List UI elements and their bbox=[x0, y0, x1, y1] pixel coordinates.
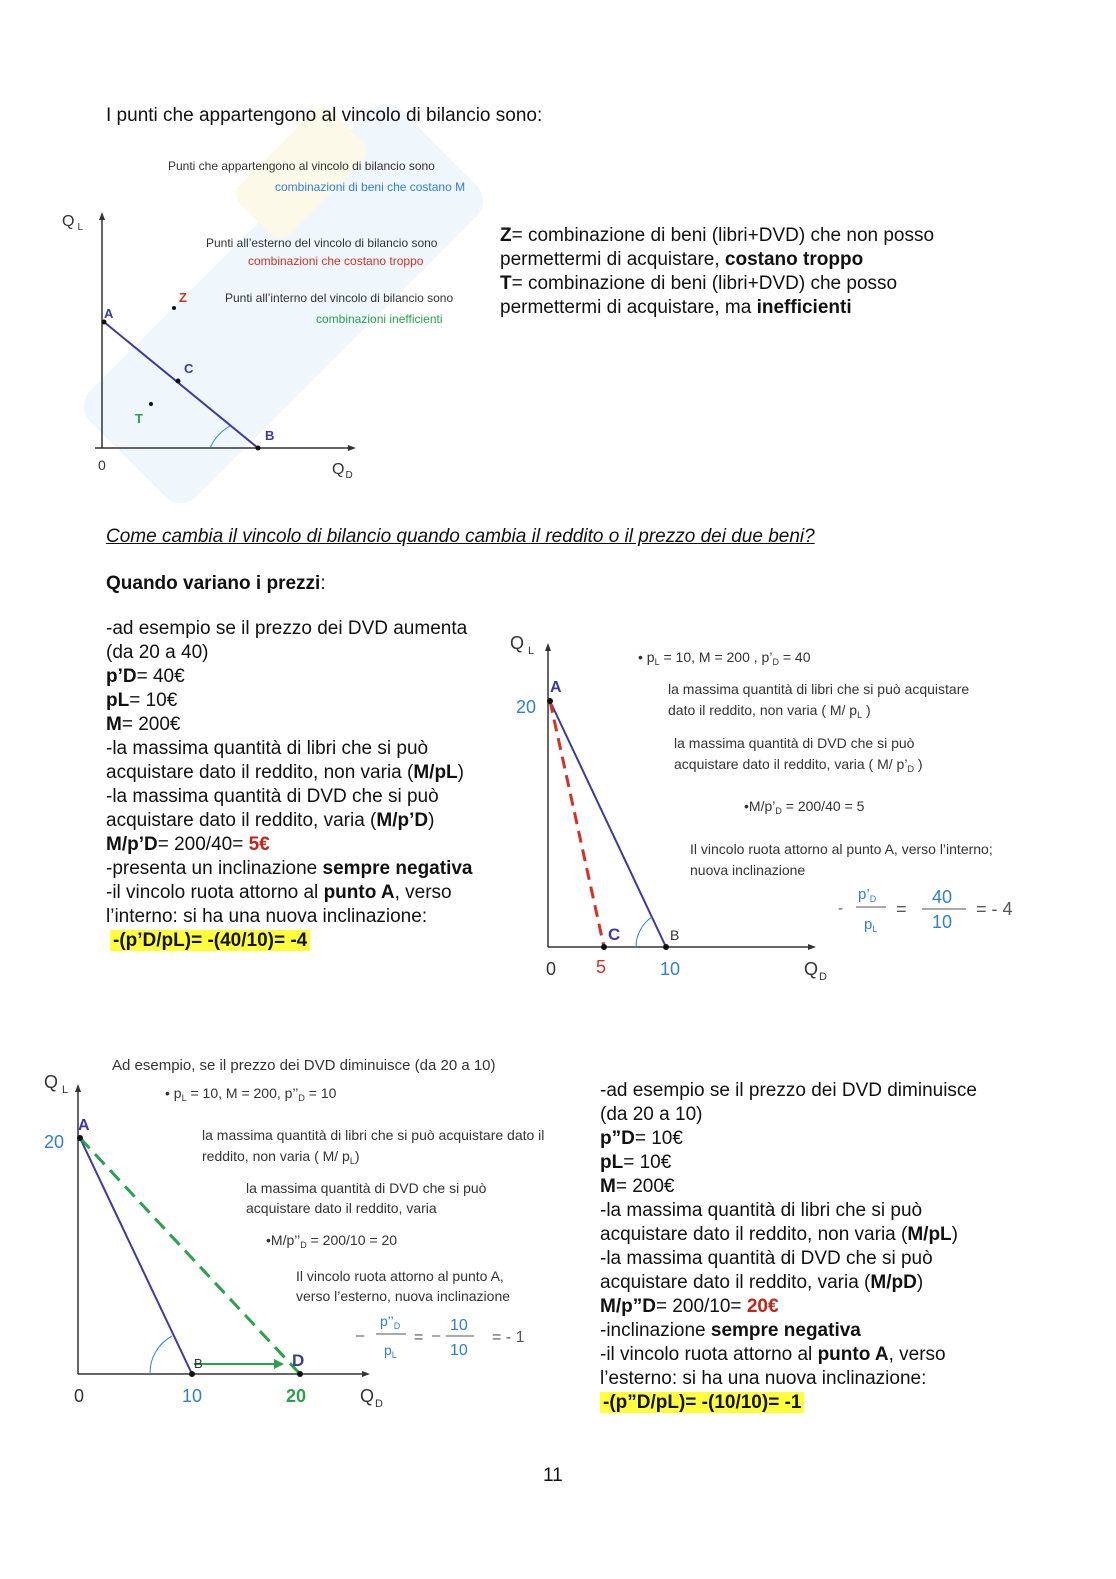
fig2-x-tick-5: 5 bbox=[596, 957, 607, 977]
increase-pd: p’D= 40€ bbox=[106, 666, 185, 687]
fig3-point-a-label: A bbox=[78, 1117, 90, 1134]
fig1-outside-desc: combinazioni che costano troppo bbox=[248, 254, 424, 268]
fig3-calc: $•M/p’’_D = 200/10 = 20$ bbox=[266, 1232, 398, 1250]
fig3-frac-eq: = bbox=[414, 1329, 424, 1346]
fig3-books-line2: reddito, non varia ( M/ $p_L$) bbox=[202, 1148, 360, 1166]
fig1-point-z-label: Z bbox=[179, 290, 187, 305]
fig3-dvd-line1: la massima quantità di DVD che si può bbox=[246, 1180, 487, 1196]
price-decrease-text bbox=[600, 1079, 1000, 1415]
fig3-title: Ad esempio, se il prezzo dei DVD diminuisce (da 20 a 10) bbox=[112, 1057, 496, 1074]
fig1-inside-label: Punti all’interno del vincolo di bilancio sono bbox=[225, 291, 454, 305]
fig1-point-c-dot bbox=[176, 379, 181, 384]
fig3-dvd-line2: acquistare dato il reddito, varia bbox=[246, 1200, 437, 1216]
fig1-point-t-dot bbox=[149, 402, 153, 406]
fig3-point-d-dot bbox=[297, 1371, 303, 1377]
fig2-rotation-line2: nuova inclinazione bbox=[690, 862, 806, 878]
fig3-frac-result: = - 1 bbox=[492, 1329, 525, 1346]
fig1-x-axis-label: $Q_D$ bbox=[332, 461, 353, 481]
fig2-books-line2: dato il reddito, non varia ( M/ $p_L$ ) bbox=[668, 702, 871, 720]
fig2-point-b-dot bbox=[663, 944, 669, 950]
fig1-budget-line bbox=[104, 322, 258, 448]
fig1-outside-label: Punti all’esterno del vincolo di bilancio sono bbox=[206, 236, 438, 250]
fig3-point-b-dot bbox=[189, 1371, 195, 1377]
fig2-x-arrow-icon bbox=[808, 944, 816, 950]
fig3-frac-num2: 10 bbox=[450, 1317, 468, 1334]
increase-calc: M/p’D= 200/40= 5€ bbox=[106, 834, 270, 855]
fig2-y-tick-20: 20 bbox=[516, 697, 537, 717]
fig3-y-axis-label: Q $_L$ bbox=[44, 1072, 69, 1096]
fig3-y-tick-20: 20 bbox=[44, 1132, 65, 1152]
fig3-books-line1: la massima quantità di libri che si può acquistare dato il bbox=[202, 1127, 545, 1143]
fig2-frac-minus: - bbox=[838, 900, 843, 917]
fig1-point-b-label: B bbox=[265, 428, 275, 443]
increase-m: M= 200€ bbox=[106, 714, 181, 735]
fig3-point-a-dot bbox=[77, 1135, 83, 1141]
fig2-rotation-line1: Il vincolo ruota attorno al punto A, verso l’interno; bbox=[690, 841, 993, 857]
fig3-x-arrow-icon bbox=[362, 1371, 370, 1377]
fig3-frac-num: $p’’_D$ bbox=[380, 1313, 401, 1331]
increase-pl: pL= 10€ bbox=[106, 690, 178, 711]
decrease-m: M= 200€ bbox=[600, 1176, 675, 1197]
increase-dvd: -la massima quantità di DVD che si può acquistare dato il reddito, varia (M/p’D) bbox=[106, 786, 439, 831]
price-decrease-figure bbox=[30, 1040, 590, 1420]
fig2-new-budget-line bbox=[550, 701, 604, 947]
fig2-frac-den: $p_L$ bbox=[864, 916, 878, 934]
decrease-slope: -inclinazione sempre negativa bbox=[600, 1320, 861, 1341]
fig2-frac-num2: 40 bbox=[932, 887, 953, 907]
fig1-origin: 0 bbox=[98, 457, 106, 473]
fig1-point-a-label: A bbox=[104, 306, 114, 321]
decrease-rotation: -il vincolo ruota attorno al punto A, verso l’esterno: si ha una nuova inclinazione: bbox=[600, 1344, 946, 1389]
fig2-y-axis-label: Q $_L$ bbox=[510, 633, 535, 657]
increase-books: -la massima quantità di libri che si può acquistare dato il reddito, non varia (M/pL) bbox=[106, 738, 464, 783]
decrease-calc: M/p”D= 200/10= 20€ bbox=[600, 1296, 779, 1317]
t-description: T= combinazione di beni (libri+DVD) che posso permettermi di acquistare, ma inefficienti bbox=[500, 273, 898, 318]
question-heading: Come cambia il vincolo di bilancio quando cambia il reddito o il prezzo dei due beni? bbox=[106, 526, 815, 547]
fig2-dvd-line2: acquistare dato il reddito, varia ( M/ $p’_D$ ) bbox=[674, 756, 923, 774]
increase-slope: -presenta un inclinazione sempre negativa bbox=[106, 858, 473, 879]
fig3-new-budget-line bbox=[80, 1138, 300, 1374]
price-increase-figure bbox=[500, 625, 1060, 990]
fig1-x-arrow-icon bbox=[348, 445, 356, 451]
decrease-intro: -ad esempio se il prezzo dei DVD diminuisce (da 20 a 10) bbox=[600, 1080, 977, 1125]
side-text bbox=[500, 224, 1000, 320]
fig3-frac-den2: 10 bbox=[450, 1342, 468, 1359]
fig2-point-a-label: A bbox=[550, 679, 562, 696]
fig3-frac-minus2: – bbox=[432, 1327, 441, 1344]
fig2-angle-arc bbox=[636, 917, 652, 947]
page-number: 11 bbox=[543, 1465, 563, 1486]
fig2-dvd-line1: la massima quantità di DVD che si può bbox=[674, 735, 915, 751]
fig1-y-axis-label: Q $_L$ bbox=[62, 213, 84, 233]
fig3-x-tick-20: 20 bbox=[286, 1386, 307, 1406]
fig1-point-b-dot bbox=[256, 446, 261, 451]
fig3-point-b-label: B bbox=[194, 1356, 203, 1371]
decrease-formula: -(p”D/pL)= -(10/10)= -1 bbox=[600, 1391, 1000, 1415]
fig2-budget-line bbox=[550, 701, 666, 947]
fig3-budget-line bbox=[80, 1138, 192, 1374]
fig1-point-z-dot bbox=[172, 306, 176, 310]
fig2-x-tick-10: 10 bbox=[660, 959, 681, 979]
fig1-y-arrow-icon bbox=[99, 212, 105, 220]
z-description: Z= combinazione di beni (libri+DVD) che non posso permettermi di acquistare, costano troppo bbox=[500, 225, 935, 270]
fig3-x-tick-10: 10 bbox=[182, 1386, 203, 1406]
decrease-books: -la massima quantità di libri che si può acquistare dato il reddito, non varia (M/pL) bbox=[600, 1200, 958, 1245]
fig1-angle-arc bbox=[210, 426, 230, 448]
fig1-inside-desc: combinazioni inefficienti bbox=[316, 312, 443, 326]
fig2-point-a-dot bbox=[547, 698, 553, 704]
decrease-pd: p”D= 10€ bbox=[600, 1128, 683, 1149]
fig2-point-b-label: B bbox=[670, 927, 680, 943]
fig1-point-c-label: C bbox=[184, 361, 194, 376]
increase-formula: -(p’D/pL)= -(40/10)= -4 bbox=[110, 929, 491, 953]
fig1-subtitle: combinazioni di beni che costano M bbox=[275, 180, 466, 194]
increase-rotation: -il vincolo ruota attorno al punto A, verso l’interno: si ha una nuova inclinazione: bbox=[106, 882, 452, 927]
fig1-point-t-label: T bbox=[135, 411, 143, 426]
increase-intro: -ad esempio se il prezzo dei DVD aumenta (da 20 a 40) bbox=[106, 618, 468, 663]
fig2-frac-result: = - 4 bbox=[976, 899, 1013, 919]
fig3-rotation-line2: verso l’esterno, nuova inclinazione bbox=[296, 1288, 511, 1304]
decrease-dvd: -la massima quantità di DVD che si può acquistare dato il reddito, varia (M/pD) bbox=[600, 1248, 933, 1293]
fig3-origin: 0 bbox=[74, 1386, 85, 1406]
price-increase-text bbox=[106, 617, 491, 953]
intro-line: I punti che appartengono al vincolo di bilancio sono: bbox=[106, 105, 543, 126]
fig3-angle-arc bbox=[150, 1336, 172, 1374]
fig2-frac-eq: = bbox=[896, 899, 907, 919]
fig2-point-c-dot bbox=[601, 944, 607, 950]
fig3-bullet: • $p_L = 10$, M = 200, $p’’_D = 10$ bbox=[165, 1085, 337, 1103]
fig3-shift-arrow-head-icon bbox=[274, 1359, 284, 1369]
fig2-frac-num: $p’_D$ bbox=[858, 886, 877, 904]
fig2-origin: 0 bbox=[546, 959, 557, 979]
fig2-point-c-label: C bbox=[608, 925, 621, 944]
fig2-x-axis-label: $Q_D$ bbox=[804, 959, 827, 983]
fig3-rotation-line1: Il vincolo ruota attorno al punto A, bbox=[296, 1268, 504, 1284]
fig2-frac-den2: 10 bbox=[932, 912, 953, 932]
fig2-y-arrow-icon bbox=[545, 643, 551, 651]
fig3-frac-den: $p_L$ bbox=[384, 1342, 397, 1360]
fig2-calc: $•M/p’_D = 200/40 = 5$ bbox=[744, 798, 865, 816]
fig2-bullet: • $p_L = 10$, M = 200 , $p’_D = 40$ bbox=[638, 649, 811, 667]
section-title: Quando variano i prezzi: bbox=[106, 573, 326, 594]
fig2-books-line1: la massima quantità di libri che si può acquistare bbox=[668, 681, 970, 697]
fig3-frac-minus: – bbox=[356, 1327, 365, 1344]
budget-constraint-figure bbox=[50, 150, 490, 490]
decrease-pl: pL= 10€ bbox=[600, 1152, 672, 1173]
fig1-title: Punti che appartengono al vincolo di bilancio sono bbox=[168, 159, 435, 173]
fig3-point-d-label: D bbox=[292, 1351, 305, 1370]
fig3-y-arrow-icon bbox=[75, 1084, 81, 1092]
fig3-x-axis-label: $Q_D$ bbox=[360, 1386, 383, 1410]
